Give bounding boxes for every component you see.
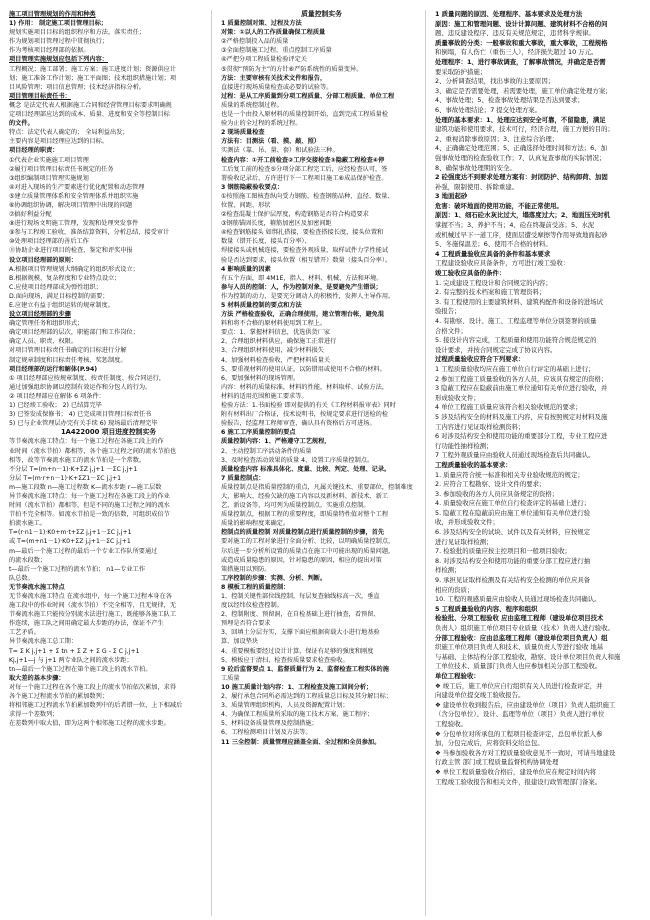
text-line: 6. 涉及结构安全的试块、试件以及有关材料，应按规定	[435, 528, 591, 537]
text-line: 4 单位工程施工质量应该符合相关验收规范的要求；	[435, 403, 582, 412]
text-line: ❖ 当参加验收各方对工程质量验收意见不一致时，可请当地建设	[435, 748, 616, 757]
text-line: 求得一个差数列；	[9, 711, 59, 719]
text-line: 织施工单位项目负责人和技术、质量负责人等进行验收 地基	[435, 643, 604, 652]
text-line: 质量控制内容：1、严格遵守工艺规程，	[221, 438, 331, 446]
text-line: 控制点的质量控制 对质量控制点进行质量控制的步骤，首先	[221, 529, 385, 537]
text-line: 1) 已经竣工验收； 2) 已结算完毕	[9, 402, 102, 410]
text-line: 划；施工准备工作计划；施工平面图；技术组织措施计划；项	[9, 74, 177, 82]
text-line: 检验方法：1.书面检验 即对提供的有关《工程材料报审表》同时	[221, 402, 396, 410]
text-line: 预埋是否符合要求	[221, 620, 271, 628]
text-line: 拍流水施工。	[9, 520, 47, 528]
text-line: 对策：①以人的工作质量确保工程质量	[221, 29, 326, 37]
text-line: 位置、间距、形状	[221, 201, 271, 209]
text-line: E.应建立有益于组织运转的规章制度。	[9, 302, 114, 309]
text-line: 异节奏流水施工特点：每一个施工过程在各施工段上的作业	[9, 492, 170, 500]
text-line: 4、加强材料检查验收，严把材料质量关	[221, 356, 331, 364]
text-line: 不分层 T=(m+n－1)·K+ΣZ j,j+1 －ΣC j,j+1	[9, 465, 138, 473]
text-line: 施工段中的作业时间（流水节拍）不完全相等，且无规律，无	[9, 602, 177, 610]
text-line: ⑥协调组织协调，解决项目管理中出现的问题	[9, 201, 133, 209]
text-line: T= Σ K j,j+1 + Σ tn + Σ Z + Σ G - Σ C j,j+1	[9, 647, 140, 655]
text-line: ②检查混凝土保护层厚度，构造钢筋是否符合构造要求	[221, 211, 369, 219]
text-line: 主要内容是项目经理应达到的目标。	[9, 138, 108, 146]
text-line: 10. 工程的观感质量应由验收人员通过现场检查共同确认。	[435, 595, 601, 604]
text-line: 危害：破坏地面的使用功能，不能正常使用。	[435, 201, 563, 210]
text-line: ③组织编制项目管理实施规划	[9, 174, 89, 182]
text-line: 收，并形成验收文件；	[435, 518, 499, 527]
text-line: 工程建设验收应具备条件，方可进行竣工验收：	[435, 259, 570, 268]
text-line: 内容：材料的质量标准，材料的性能，材料取样、试验方法，	[221, 383, 389, 391]
text-line: 附有材料出厂合格证，技术说明书，按规定要求进行送检的检	[221, 411, 389, 419]
column-right	[432, 10, 646, 916]
text-line: 节拍不完全相等。如流水节拍是一致的倍数，可组织成倍节	[9, 511, 170, 519]
text-line: ⑤建立质量管理体系和安全管理体系并组织实施	[9, 192, 139, 200]
text-line: 4、事故处理；5、检查事故处理结果是否达到要求；	[435, 96, 584, 105]
text-line: 5 涉及结构安全的材料及施工内容，应有按照规定对材料及施	[435, 412, 608, 421]
text-line: 设计要求，并按合同规定完成了协议内容。	[435, 345, 557, 354]
text-line: ⑨参与工程竣工验收，准备结算资料，分析总结，接受审计	[9, 229, 170, 237]
text-line: 质量检查内容 标准具体化、度量、比较、判定、处理、记录。	[221, 465, 391, 473]
text-line: 相应的资质；	[435, 585, 474, 594]
text-line: 或造成质量隐患的原因，针对隐患的原因，相应的提出对策	[221, 556, 382, 564]
text-line: （含分包单位）、设计、监理等单位（项目）负责人进行单位	[435, 710, 605, 719]
text-line: 作连续，施工队之间用确定最大步距的办法，保证不产生	[9, 620, 164, 628]
text-line: 特点：法定代表人确定的； 全局利益出发；	[9, 129, 129, 137]
text-line: ① 项目经理部应按规章制度、按责任制度、按合同运行，	[9, 374, 166, 382]
text-line: 工艺矛盾。	[9, 629, 40, 637]
text-line: 项目管理目标责任书：	[9, 92, 71, 100]
text-line: 3、回填土分层夯实，支撑下面应根据荷载大小进行地基验	[221, 629, 380, 637]
text-line: 将相邻施工过程流水节拍累加数列中的后者错一位，上下相减后	[9, 702, 183, 710]
text-line: 要点：1、掌握材料信息，优选供货厂家	[221, 329, 331, 337]
text-line: 补强，限制使用、拆除重建。	[435, 182, 519, 191]
text-line: 行政主管 部门或工程质量监督机构协调处理	[435, 758, 559, 767]
text-line: ④对进入现场的生产要素进行优化配置和动态管理	[9, 183, 145, 191]
text-line: 4. 有勘察、设计、施工、工程监理等单位分别签署的质量	[435, 317, 597, 325]
text-line: 9. 承担见证取样检测及有关结构安全检测的单位应具备	[435, 576, 591, 585]
text-line: 施工项目管理规划的作用和种类	[9, 11, 96, 18]
text-line: tn—最后一个施工过程在第个施工段上的流水节拍。	[9, 665, 152, 673]
text-line: 2、重视消除事故原因；3、注意综合治理；	[435, 134, 559, 143]
text-line: 2、控制附度、预留洞，在自检基础上进行抽查，看预留、	[221, 611, 380, 619]
text-line: 质量的影响程度来确定。	[221, 520, 290, 528]
text-line: C.应使项目经理部成为弹性组织；	[9, 283, 102, 291]
text-line: 建筑功能和使用要求，技术可行，经济合理，施工方便的目的；	[435, 125, 614, 134]
text-line: 题、违反建设程序、违反有关规范规定，违背科学规律。	[435, 29, 595, 38]
text-line: 2、分析调查结果，找出事故的主要原因；	[435, 77, 555, 86]
text-line: 5、要重视材料的使用认证，以防错用或使用不合格的材料。	[221, 365, 386, 373]
text-line: m—施工段数 n—施工过程数 K—流水步距 r—施工层数	[9, 483, 162, 491]
text-line: ② 项目经理部应在解体 6 项条件：	[9, 392, 105, 400]
text-line: 1. 质量应符合统一标准和相关专业验收规范的规定；	[435, 470, 584, 479]
text-line: 作为规划项目管理过程中贯彻执行；	[9, 38, 108, 46]
text-line: 工内容进行见证取样检测资料；	[435, 422, 525, 431]
text-line: 设立项目经理部的步骤	[9, 311, 71, 319]
text-line: 目风险管理；项目信息管理；技术经济指标分析。	[9, 83, 146, 91]
text-line: ①按照施工图核查纵向受力钢筋，检查钢筋品种、直径、数量、	[221, 192, 394, 200]
text-line: 工程竣工验收报告和相关文件，报建设行政管理部门备案。	[435, 777, 602, 786]
text-line: 检查内容：①开工前检查②工序交接检查③隐蔽工程检查④停	[221, 156, 385, 164]
text-line: 4. 质量验收应在施工单位自行检查评定的基础上进行；	[435, 499, 591, 508]
text-line: 节奏流水施工只能按分别流水法进行施工，既能够各施工队工	[9, 611, 177, 619]
text-line: 2、履行承包合同所必需达到的工程质量总目标及其分解目标；	[221, 693, 392, 701]
text-line: 单位工程验收：	[435, 671, 480, 680]
text-line: 3 地面起砂	[435, 192, 468, 201]
text-line: 工后复工前的检查⑤分项分部工程完工后，应经检查认可，签	[221, 165, 388, 173]
text-line: 的流水段数；	[9, 556, 47, 564]
text-line: 3 隐蔽工程应在隐蔽前由施工单位通知有关单位进行验收，并	[435, 384, 608, 393]
text-line: 6、要加强材料的现场管理。	[221, 374, 300, 382]
text-line: 制定规章制度和目标责任考核、奖惩制度。	[9, 356, 127, 364]
text-line: ⑧进行现场文明施工管理，发现和处理突发事件	[9, 220, 139, 228]
text-line: ①代表企业实施施工项目管理	[9, 156, 89, 164]
text-line: ❖ 建设单位收到报告后，应由建设单位（项目）负责人组织施工	[435, 700, 616, 709]
text-line: 5、模板应于清扫，检查按质量要求检查验收。	[221, 656, 349, 664]
text-line: 1 质量问题的原因、处理程序、基本要求及处理方法	[435, 10, 583, 18]
text-line: 2、合理组织材料供应，确保施工正常进行	[221, 338, 337, 346]
text-line: 分层 T=(m·r+n－1)·K+ΣZ1－ΣC j,j+1	[9, 474, 122, 482]
text-line: 3. 参加验收的各方人员应具备规定的资格；	[435, 489, 559, 498]
text-line: 也是一个由投入原材料的质量控制开始，直到完成工程质量检	[221, 111, 389, 119]
text-line: 无节奏流水施工特点	[9, 583, 65, 591]
text-line: 行功能性抽样检测；	[435, 441, 493, 450]
text-line: 3、合理组织材料使用，减少材料损失	[221, 347, 324, 355]
text-line: ⑪协助企业进行项目的检查、鉴定和评奖申报	[9, 247, 133, 255]
text-line: 无节奏流水施工特点 在流水组中，每一个施工过程本身在各	[9, 593, 172, 600]
text-line: 1、控制关键性部位线控制，每层复查轴线标高一次，垂直	[221, 593, 380, 600]
text-line: 6 对涉及结构安全和使用功能的重要部分工程，专业工程应进	[435, 432, 608, 441]
text-line: 5. 接设计内容完成，工程质量和使用功能符合规范规定的	[435, 336, 597, 345]
text-line: 1 工程质量验收均应在施工单位自行评定的基础上进行；	[435, 364, 595, 373]
text-line: 策措施用以预防。	[221, 565, 271, 573]
text-line: 9 砼后监督要点 1、监督质量行为 2、监督检查工程实体的施	[221, 665, 389, 673]
text-line: 验报告；	[435, 307, 461, 316]
text-line: 确定项目经理部的层次，职能部门和工作岗位；	[9, 329, 139, 337]
text-line: 作为控制的动力，是要充分调动人的积极性，发挥人主导作用。	[221, 292, 395, 300]
text-line: 3、质量管理组织机构，人员及资源配置计划；	[221, 702, 349, 710]
text-line: 1 质量控制对策、过程及方法	[221, 20, 302, 28]
text-line: 8、确保事故处理期的安全。	[435, 163, 516, 172]
text-line: 强事故处理的检查验收工作；7、认真复查事故的实际情况；	[435, 153, 606, 162]
text-line: 5. 隐蔽工程在隐蔽前应由施工单位通知有关单位进行验	[435, 508, 591, 517]
text-line: 质量控制点，根据工程的重要程度，即质量特性值对整个工程	[221, 511, 389, 519]
text-line: 或机械过早下一道工序，使面层遭受摩擦等作用导致地面起砂	[435, 230, 608, 239]
text-line: 11 三全控制：质量管理应涵盖全面、全过程和全员参加。	[221, 738, 381, 746]
text-line: ④严把分项工程质量检验评定关	[221, 56, 307, 64]
text-line: B.根据规模、复杂程度和专业特点设立；	[9, 274, 121, 282]
text-line: 有五个方面，即 4M1E，指人、材料、机械、方法和环境。	[221, 274, 383, 282]
column-middle	[218, 10, 426, 916]
text-line: 质量控制实务	[301, 10, 342, 18]
text-line: ⑩处理项目经理部的善后工作	[9, 238, 89, 246]
text-line: 4、为确保工程质量所采取的施工技术方案、施工程序；	[221, 711, 374, 719]
text-line: 算、加设垫块	[221, 638, 259, 646]
text-line: 过程：是从工序质量到分项工程质量、分部工程质量、单位工程	[221, 92, 395, 100]
text-line: 7 质量控制点：	[221, 474, 265, 482]
text-line: D.面向现场，满足目标控制的需要；	[9, 292, 109, 300]
text-line: 进行见证取样检测；	[435, 537, 493, 546]
text-line: 5、冬施保温差；6、使用不合格的材料。	[435, 240, 552, 249]
text-line: T=(r·n1－1)·K0+m·t+ΣZ j,j+1－ΣC j,j+1	[9, 529, 132, 537]
text-line: 业时间（流水节拍）都相等，各个施工过程之间的流水节拍也	[9, 447, 177, 455]
text-line: 分部工程验收：应由总监理工程师（建设单位项目负责人）组	[435, 633, 608, 642]
text-line: 6、事故处理结论；7 提交处理方案。	[435, 105, 542, 114]
text-line: 定项目经理部应达到的成本、质量、进度和安全等控制目标	[9, 111, 170, 119]
text-line: ③钢筋锚固长度，箍筋加密区及加密间距	[221, 220, 332, 228]
text-line: 5、材料设备质量管理及控制措施；	[221, 720, 318, 728]
text-line: ⑤贯彻“预防为主”的方针⑥严防系统性的质量变异。	[221, 65, 363, 73]
text-line: 竣工验收应具备的条件：	[435, 269, 506, 278]
text-line: 2. 有完整的技术档案和施工管理资料；	[435, 288, 546, 297]
text-line: 形成验收文件；	[435, 393, 480, 402]
text-line: 等节奏流水施工特点：每一个施工过程在各施工段上的作	[9, 438, 164, 446]
text-line: 项目经理的职责：	[9, 147, 59, 155]
text-line: 质量事故的分类：一般事故和重大事故，重大事故，工程规格	[435, 38, 608, 47]
text-line: A.根据项目管理规划大纲确定的组织形式设立；	[9, 265, 139, 273]
text-line: 尔后进一步分析所设置的质量点在施工中可能出现的质量问题，	[221, 547, 395, 555]
text-line: t—最后一个施工过程的流水节拍； n1—专业工作	[9, 565, 146, 573]
text-line: 或 T=(m+n1－1)·K0+ΣZ j,j+1－ΣC j,j+1	[9, 538, 131, 546]
text-line: 5 材料质量控制的要点和方法	[221, 302, 302, 309]
text-line: 确定管理任务和组织形式；	[9, 320, 84, 328]
text-line: 工质量	[221, 674, 240, 682]
text-line: 验为止的全过程的系统过程。	[221, 120, 302, 128]
text-line: 8 模板工程的质量控制：	[221, 583, 290, 591]
text-line: 队总数。	[9, 574, 34, 582]
text-line: 艺、新设备等，均可列为质量控制点，实施重点控制。	[221, 502, 370, 510]
text-line: 项目管理实施规划应包括下列内容：	[9, 56, 108, 64]
text-line: 确定人员、职责、权限。	[9, 338, 78, 346]
text-line: 2 现场质量检查	[221, 129, 265, 137]
text-line: 度以经纬仪检查控制。	[221, 602, 283, 610]
text-line: 处理的基本要求：1、处理应达到安全可靠，不留隐患，满足	[435, 115, 606, 124]
text-line: 1. 完成建设工程设计和合同规定的内容；	[435, 278, 552, 287]
text-line: ❖ 分包单位对所承包的工程项目检查评定，总包单位派人参	[435, 729, 603, 738]
text-line: 概念 是法定代表人根据施工合同和经营管理目标要求明确规	[9, 101, 172, 109]
text-line: 异节奏流水施工总工期：	[9, 638, 78, 646]
text-line: 合格文件；	[435, 326, 467, 335]
text-line: 规划实施项目目标的组织程序和方法，落实责任；	[9, 29, 146, 37]
text-line: 工程质量验收的基本要求：	[435, 460, 512, 469]
text-line: 2. 应符合工程勘察、设计文件的要求；	[435, 480, 546, 489]
text-line: 4 工程质量验收应具备的条件和基本要求	[435, 249, 551, 258]
text-line: 3. 有工程使用的主要建筑材料、建筑构配件和设备的进场试	[435, 297, 603, 306]
text-line: Kj,j+1—j 与 j+1 两专业队之间的流水步距；	[9, 656, 133, 664]
text-line: ③全面控制施工过程，重点控制工序质量	[221, 47, 332, 55]
text-line: 方法有：目测法（看、摸、敲、照）	[221, 138, 320, 146]
text-line: 10 施工质量计划内容：1、工程检查及施工回间分析；	[221, 683, 373, 691]
text-line: 1) 作用： 制定施工项目管理目标；	[9, 20, 108, 28]
text-line: 与基础、主体结构分部工程验收，勘察、设计单位项目负责人和施	[435, 652, 621, 661]
text-line: 原因：1、细石砼水灰比过大，塌落度过大；2、地面压光时机	[435, 211, 611, 220]
text-line: ❖ 竣工后，施工单位应自行组织有关人员进行检查评定，并	[435, 681, 603, 690]
text-line: 署验收记录后，方许进行下一工程项目施工⑥成品保护检查。	[221, 174, 388, 182]
text-line: 4、重要模板要经过设计计算，保证有足够的强度和刚度	[221, 647, 374, 655]
column-left	[6, 10, 212, 916]
text-line: 通过加强组织协调以控制有效运作和分包人的行为。	[9, 383, 152, 391]
text-line: 对项目管理目标责任书确定的目标进行分解	[9, 347, 127, 355]
text-line: 在差数列中取大值，即为这两个相邻施工过程的流水步距。	[9, 720, 170, 728]
text-line: 1A422000 项目进度控制实务	[60, 428, 157, 437]
text-line: 取大差的基本步骤：	[9, 674, 65, 682]
text-line: 参与人员的控制：人，作为控制对象，是要避免产生错误；	[221, 283, 382, 291]
text-line: 5) 已与企业管理层办完有关手续 6) 现场最后清理完毕	[9, 420, 158, 428]
text-line: 6 施工工序质量控制的要点	[221, 429, 296, 437]
text-line: 8. 对涉及结构安全和使用功能的重要分部工程应进行抽	[435, 556, 591, 565]
text-line: 材料的适用范围和施工要求等。	[221, 392, 308, 400]
text-line: 原因：施工和管理问题、设计计算问题、建筑材料不合格的问	[435, 19, 608, 28]
text-line: 3、确定是否需要处理，若需要处理，施工单位确定处理方案；	[435, 86, 612, 95]
text-line: ⑦搞好利益分配	[9, 211, 52, 219]
text-line: 3 钢筋隐蔽验收要点：	[221, 183, 284, 191]
text-line: 要对施工的工程对象进行全面分析、比较，以明确质量控制点，	[221, 538, 395, 546]
text-line: 焊接接头或机械连接，要检查外观质量，取样试件力学性能试	[221, 247, 389, 255]
text-line: 负责人）组织施工单位项目专业质量（技术）负责人进行验收。	[435, 624, 614, 632]
text-line: 3、及时检查活动效果的质量 4、设置工序质量控制点。	[221, 456, 374, 464]
text-line: 相等，故等节奏流水施工的流水节拍是一个常数。	[9, 456, 146, 464]
text-line: 项目经理部的运行和解体(P.94)	[9, 365, 98, 373]
text-line: 工单位技术、质量部门负责人也应参加相关分部工程验收。	[435, 662, 602, 671]
text-line: 工程概况；施工部署；施工方案；施工进度计划；资源供应计	[9, 65, 177, 73]
text-line: 过程质量验收应符合下列要求：	[435, 355, 525, 364]
text-line: ②履行项目管理目标责任书规定的任务	[9, 165, 114, 173]
text-line: 3) 已签发成保修书； 4) 已完成项目管理目标责任书	[9, 411, 152, 419]
text-line: 的文件。	[9, 120, 34, 128]
text-line: 和倒塌，有人伤亡（重伤三人），经济损失超过 10 万元。	[435, 48, 598, 57]
text-line: 2 参加工程施工质量验收的各方人员，应该具有规定的资格；	[435, 374, 608, 383]
text-line: 掌握不当；3、养护不当；4、砼在终凝前受冻；5、水泥	[435, 221, 595, 230]
text-line: 质量控制点是指质量控制的重点，凡属关键技术、重要部位，控制难度	[221, 483, 413, 491]
text-line: 2 砼强度达不到要求处理方案有：封闭防护、结构卸荷、加固	[435, 173, 608, 182]
text-line: 工序控制的步骤：实测、分析、判断。	[221, 574, 327, 582]
text-line: 直接进行现场质量检查或必要的试验等。	[221, 83, 333, 91]
text-line: 7 工程外观质量应由验收人员通过现场检查后共同确认。	[435, 451, 595, 460]
text-line: 设立项目经理部的原则：	[9, 256, 78, 264]
text-line: 4 影响质量的因素	[221, 265, 271, 273]
text-line: ④检查钢筋接头 如绑扎搭接，要检查搭接长度，接头位置和	[221, 229, 384, 237]
text-line: 验是否达到要求，接头位置（相互错开）数量（接头百分率）。	[221, 256, 392, 264]
text-line: 验报告，经监理工程师审查，确认具有资格后方可进场。	[221, 420, 376, 428]
text-line: 5 工程质量验收的内容、程序和组织	[435, 604, 538, 613]
text-line: 7. 检验批的质量应按主控项目和一般项目验收；	[435, 547, 571, 556]
text-line: 2、主动控制工序活动条件的质量	[221, 447, 312, 455]
text-line: 方法 严格检查验收，正确合理使用，建立管理台帐，避免混	[221, 311, 385, 319]
text-line: ②严格控制投入品的质量	[221, 38, 289, 46]
text-line: 6、工程检测项目计划及方法等。	[221, 729, 312, 737]
text-line: 检验批、分项工程验收 应由监理工程师（建设单位项目技术	[435, 614, 604, 623]
text-line: 加，分包完成后，应将资料交给总包。	[435, 739, 544, 748]
text-line: 料和将不合格的原材料使用到工程上。	[221, 320, 327, 328]
text-line: 处理程序：1、进行事故调查，了解事故情况，并确定是否需	[435, 57, 606, 66]
text-line: 向建设单位提交竣工验收报告。	[435, 691, 525, 700]
text-line: 各个施工过程流水节拍的累加数列；	[9, 693, 108, 701]
text-line: 要采取防护措施；	[435, 67, 487, 76]
text-line: ❖ 单位工程质量验收合格后，建设单位应在规定时间内将	[435, 767, 597, 776]
text-line: 工程验收。	[435, 719, 467, 728]
text-line: 实测法（靠、吊、量、套）和试验法三种。	[221, 147, 339, 155]
text-line: 方法：主要审核有关技术文件和报告，	[221, 74, 327, 82]
text-line: 4、正确确定处理范围；5、正确选择处理时间和方法；6、加	[435, 144, 607, 153]
text-line: 质量的系统控制过程。	[221, 101, 283, 109]
text-line: 对每一个施工过程在各个施工段上的流水节拍依次累加，求得	[9, 683, 177, 691]
text-line: 作为考核项目经理部的依据。	[9, 47, 90, 55]
text-line: 大，影响大、经验欠缺的施工内容以及新材料、新技术、新工	[221, 492, 389, 500]
text-line: 样检测；	[435, 566, 461, 575]
text-line: m—最后一个施工过程的最后一个专业工作队所要通过	[9, 547, 158, 555]
text-line: 数量（错开长度，接头百分率）、	[221, 238, 311, 246]
text-line: 时间（流水节拍）都相等，但是不同的施工过程之间的流水	[9, 502, 170, 510]
